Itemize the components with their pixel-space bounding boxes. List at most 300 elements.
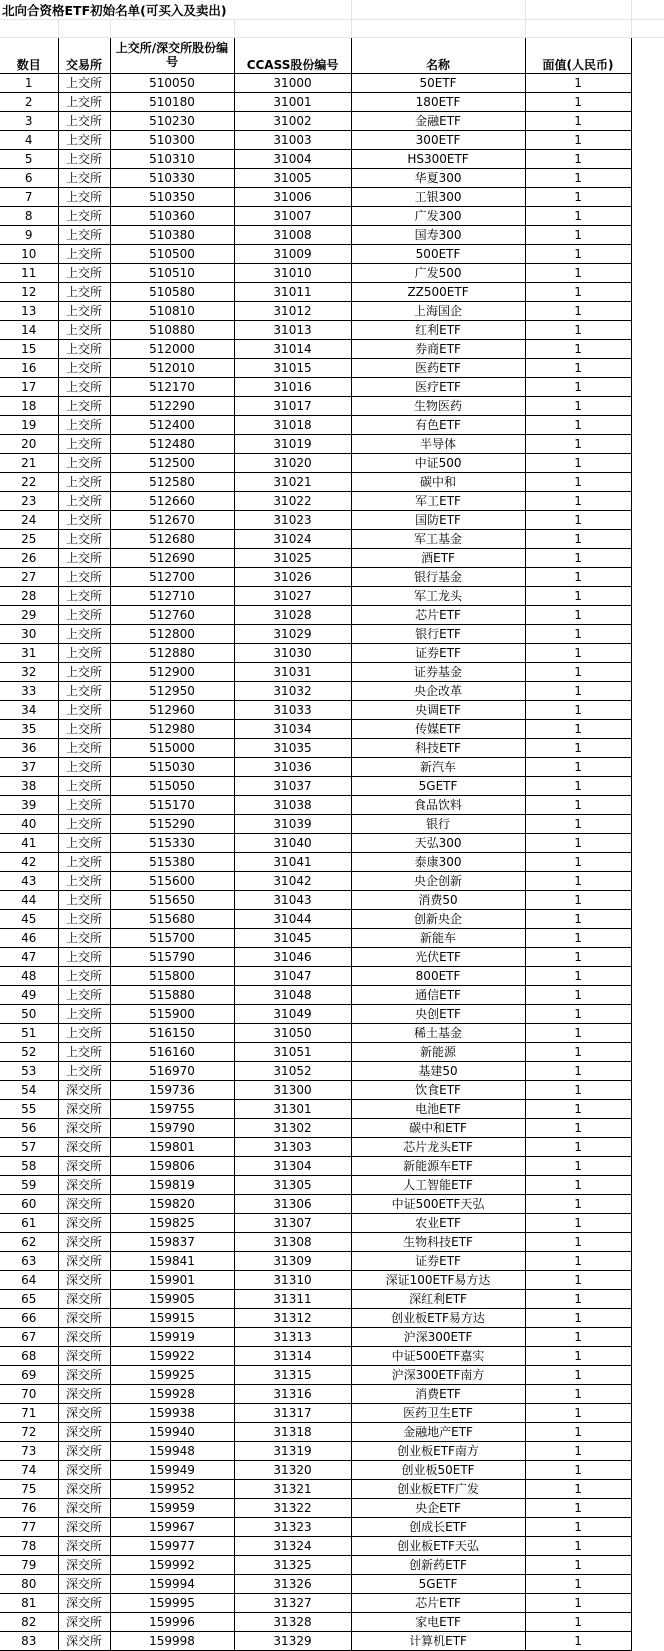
cell-par[interactable]: 1 — [525, 815, 631, 834]
empty-cell[interactable] — [631, 1309, 664, 1328]
empty-cell[interactable] — [631, 1081, 664, 1100]
cell-code[interactable]: 515600 — [110, 872, 234, 891]
cell-name[interactable]: 军工ETF — [351, 492, 525, 511]
cell-par[interactable]: 1 — [525, 1119, 631, 1138]
cell-code[interactable]: 512660 — [110, 492, 234, 511]
cell-name[interactable]: 180ETF — [351, 93, 525, 112]
cell-ccass[interactable]: 31319 — [234, 1442, 351, 1461]
cell-code[interactable]: 512760 — [110, 606, 234, 625]
cell-ccass[interactable]: 31306 — [234, 1195, 351, 1214]
cell-exchange[interactable]: 上交所 — [58, 967, 110, 986]
cell-no[interactable]: 49 — [0, 986, 58, 1005]
cell-exchange[interactable]: 上交所 — [58, 1062, 110, 1081]
cell-par[interactable]: 1 — [525, 986, 631, 1005]
cell-par[interactable]: 1 — [525, 1271, 631, 1290]
cell-ccass[interactable]: 31327 — [234, 1594, 351, 1613]
cell-name[interactable]: 国寿300 — [351, 226, 525, 245]
cell-ccass[interactable]: 31037 — [234, 777, 351, 796]
cell-ccass[interactable]: 31043 — [234, 891, 351, 910]
cell-no[interactable]: 39 — [0, 796, 58, 815]
cell-no[interactable]: 50 — [0, 1005, 58, 1024]
cell-exchange[interactable]: 深交所 — [58, 1632, 110, 1651]
cell-exchange[interactable]: 上交所 — [58, 663, 110, 682]
cell-ccass[interactable]: 31308 — [234, 1233, 351, 1252]
empty-cell[interactable] — [234, 20, 351, 38]
cell-code[interactable]: 510350 — [110, 188, 234, 207]
empty-cell[interactable] — [631, 1385, 664, 1404]
cell-ccass[interactable]: 31328 — [234, 1613, 351, 1632]
empty-cell[interactable] — [0, 20, 58, 38]
empty-cell[interactable] — [631, 492, 664, 511]
cell-name[interactable]: 深证100ETF易方达 — [351, 1271, 525, 1290]
cell-name[interactable]: 央调ETF — [351, 701, 525, 720]
cell-ccass[interactable]: 31027 — [234, 587, 351, 606]
cell-ccass[interactable]: 31001 — [234, 93, 351, 112]
cell-ccass[interactable]: 31313 — [234, 1328, 351, 1347]
cell-no[interactable]: 83 — [0, 1632, 58, 1651]
cell-ccass[interactable]: 31044 — [234, 910, 351, 929]
cell-name[interactable]: 创业板ETF南方 — [351, 1442, 525, 1461]
cell-no[interactable]: 31 — [0, 644, 58, 663]
cell-no[interactable]: 79 — [0, 1556, 58, 1575]
cell-ccass[interactable]: 31021 — [234, 473, 351, 492]
cell-no[interactable]: 7 — [0, 188, 58, 207]
cell-par[interactable]: 1 — [525, 948, 631, 967]
empty-cell[interactable] — [631, 1271, 664, 1290]
cell-name[interactable]: 消费50 — [351, 891, 525, 910]
cell-code[interactable]: 159948 — [110, 1442, 234, 1461]
cell-code[interactable]: 515000 — [110, 739, 234, 758]
cell-par[interactable]: 1 — [525, 302, 631, 321]
cell-no[interactable]: 72 — [0, 1423, 58, 1442]
cell-ccass[interactable]: 31049 — [234, 1005, 351, 1024]
cell-ccass[interactable]: 31326 — [234, 1575, 351, 1594]
cell-code[interactable]: 159949 — [110, 1461, 234, 1480]
cell-ccass[interactable]: 31016 — [234, 378, 351, 397]
cell-no[interactable]: 5 — [0, 150, 58, 169]
cell-exchange[interactable]: 上交所 — [58, 1043, 110, 1062]
cell-par[interactable]: 1 — [525, 473, 631, 492]
cell-exchange[interactable]: 深交所 — [58, 1461, 110, 1480]
empty-cell[interactable] — [631, 473, 664, 492]
empty-cell[interactable] — [631, 1119, 664, 1138]
empty-cell[interactable] — [631, 150, 664, 169]
cell-name[interactable]: 中证500ETF嘉实 — [351, 1347, 525, 1366]
cell-par[interactable]: 1 — [525, 967, 631, 986]
empty-cell[interactable] — [631, 625, 664, 644]
cell-no[interactable]: 55 — [0, 1100, 58, 1119]
empty-cell[interactable] — [631, 1499, 664, 1518]
cell-ccass[interactable]: 31305 — [234, 1176, 351, 1195]
cell-name[interactable]: 人工智能ETF — [351, 1176, 525, 1195]
cell-name[interactable]: 华夏300 — [351, 169, 525, 188]
cell-no[interactable]: 21 — [0, 454, 58, 473]
cell-exchange[interactable]: 上交所 — [58, 796, 110, 815]
cell-exchange[interactable]: 上交所 — [58, 568, 110, 587]
cell-par[interactable]: 1 — [525, 568, 631, 587]
cell-par[interactable]: 1 — [525, 150, 631, 169]
cell-par[interactable]: 1 — [525, 435, 631, 454]
cell-code[interactable]: 512690 — [110, 549, 234, 568]
cell-exchange[interactable]: 上交所 — [58, 549, 110, 568]
cell-ccass[interactable]: 31019 — [234, 435, 351, 454]
cell-name[interactable]: 银行基金 — [351, 568, 525, 587]
cell-name[interactable]: 芯片ETF — [351, 1594, 525, 1613]
cell-par[interactable]: 1 — [525, 188, 631, 207]
cell-ccass[interactable]: 31014 — [234, 340, 351, 359]
empty-cell[interactable] — [631, 38, 664, 74]
cell-code[interactable]: 510230 — [110, 112, 234, 131]
cell-ccass[interactable]: 31048 — [234, 986, 351, 1005]
cell-code[interactable]: 510580 — [110, 283, 234, 302]
cell-code[interactable]: 516160 — [110, 1043, 234, 1062]
cell-par[interactable]: 1 — [525, 1328, 631, 1347]
empty-cell[interactable] — [631, 207, 664, 226]
cell-name[interactable]: 5GETF — [351, 1575, 525, 1594]
empty-cell[interactable] — [631, 1214, 664, 1233]
cell-no[interactable]: 27 — [0, 568, 58, 587]
cell-name[interactable]: 800ETF — [351, 967, 525, 986]
cell-code[interactable]: 159841 — [110, 1252, 234, 1271]
cell-par[interactable]: 1 — [525, 321, 631, 340]
cell-name[interactable]: HS300ETF — [351, 150, 525, 169]
cell-exchange[interactable]: 上交所 — [58, 473, 110, 492]
cell-ccass[interactable]: 31024 — [234, 530, 351, 549]
cell-par[interactable]: 1 — [525, 1404, 631, 1423]
empty-cell[interactable] — [631, 131, 664, 150]
cell-no[interactable]: 41 — [0, 834, 58, 853]
cell-ccass[interactable]: 31314 — [234, 1347, 351, 1366]
cell-no[interactable]: 37 — [0, 758, 58, 777]
cell-exchange[interactable]: 上交所 — [58, 245, 110, 264]
cell-no[interactable]: 12 — [0, 283, 58, 302]
cell-no[interactable]: 20 — [0, 435, 58, 454]
cell-par[interactable]: 1 — [525, 245, 631, 264]
cell-ccass[interactable]: 31030 — [234, 644, 351, 663]
cell-no[interactable]: 47 — [0, 948, 58, 967]
empty-cell[interactable] — [631, 891, 664, 910]
cell-name[interactable]: 银行 — [351, 815, 525, 834]
cell-no[interactable]: 78 — [0, 1537, 58, 1556]
cell-exchange[interactable]: 深交所 — [58, 1575, 110, 1594]
cell-no[interactable]: 63 — [0, 1252, 58, 1271]
empty-cell[interactable] — [631, 606, 664, 625]
cell-no[interactable]: 2 — [0, 93, 58, 112]
cell-exchange[interactable]: 上交所 — [58, 777, 110, 796]
cell-exchange[interactable]: 深交所 — [58, 1100, 110, 1119]
cell-exchange[interactable]: 深交所 — [58, 1423, 110, 1442]
cell-par[interactable]: 1 — [525, 663, 631, 682]
cell-name[interactable]: 通信ETF — [351, 986, 525, 1005]
cell-code[interactable]: 512980 — [110, 720, 234, 739]
cell-no[interactable]: 82 — [0, 1613, 58, 1632]
cell-par[interactable]: 1 — [525, 625, 631, 644]
empty-cell[interactable] — [631, 1252, 664, 1271]
cell-no[interactable]: 68 — [0, 1347, 58, 1366]
cell-name[interactable]: 创业板ETF天弘 — [351, 1537, 525, 1556]
cell-ccass[interactable]: 31321 — [234, 1480, 351, 1499]
cell-exchange[interactable]: 上交所 — [58, 435, 110, 454]
cell-exchange[interactable]: 上交所 — [58, 492, 110, 511]
empty-cell[interactable] — [631, 853, 664, 872]
cell-ccass[interactable]: 31005 — [234, 169, 351, 188]
cell-ccass[interactable]: 31051 — [234, 1043, 351, 1062]
cell-exchange[interactable]: 上交所 — [58, 815, 110, 834]
cell-code[interactable]: 515900 — [110, 1005, 234, 1024]
header-code[interactable]: 上交所/深交所股份编号 — [110, 38, 234, 74]
cell-ccass[interactable]: 31302 — [234, 1119, 351, 1138]
cell-no[interactable]: 13 — [0, 302, 58, 321]
empty-cell[interactable] — [631, 1062, 664, 1081]
cell-ccass[interactable]: 31329 — [234, 1632, 351, 1651]
cell-par[interactable]: 1 — [525, 682, 631, 701]
cell-code[interactable]: 515030 — [110, 758, 234, 777]
cell-name[interactable]: 证券ETF — [351, 1252, 525, 1271]
cell-code[interactable]: 159992 — [110, 1556, 234, 1575]
cell-code[interactable]: 515380 — [110, 853, 234, 872]
empty-cell[interactable] — [631, 112, 664, 131]
cell-par[interactable]: 1 — [525, 530, 631, 549]
cell-name[interactable]: 50ETF — [351, 74, 525, 93]
cell-ccass[interactable]: 31012 — [234, 302, 351, 321]
empty-cell[interactable] — [631, 1005, 664, 1024]
cell-name[interactable]: 央企创新 — [351, 872, 525, 891]
cell-par[interactable]: 1 — [525, 1100, 631, 1119]
cell-par[interactable]: 1 — [525, 891, 631, 910]
cell-par[interactable]: 1 — [525, 1537, 631, 1556]
empty-cell[interactable] — [631, 454, 664, 473]
cell-code[interactable]: 512710 — [110, 587, 234, 606]
cell-code[interactable]: 512500 — [110, 454, 234, 473]
cell-exchange[interactable]: 上交所 — [58, 891, 110, 910]
empty-cell[interactable] — [631, 1138, 664, 1157]
cell-name[interactable]: 医疗ETF — [351, 378, 525, 397]
cell-exchange[interactable]: 上交所 — [58, 834, 110, 853]
empty-cell[interactable] — [631, 834, 664, 853]
cell-ccass[interactable]: 31017 — [234, 397, 351, 416]
cell-no[interactable]: 33 — [0, 682, 58, 701]
cell-no[interactable]: 73 — [0, 1442, 58, 1461]
cell-exchange[interactable]: 深交所 — [58, 1518, 110, 1537]
cell-ccass[interactable]: 31035 — [234, 739, 351, 758]
cell-name[interactable]: ZZ500ETF — [351, 283, 525, 302]
cell-ccass[interactable]: 31045 — [234, 929, 351, 948]
cell-no[interactable]: 48 — [0, 967, 58, 986]
cell-code[interactable]: 510360 — [110, 207, 234, 226]
cell-ccass[interactable]: 31315 — [234, 1366, 351, 1385]
cell-par[interactable]: 1 — [525, 1176, 631, 1195]
cell-code[interactable]: 159967 — [110, 1518, 234, 1537]
cell-code[interactable]: 510500 — [110, 245, 234, 264]
cell-ccass[interactable]: 31047 — [234, 967, 351, 986]
cell-name[interactable]: 稀土基金 — [351, 1024, 525, 1043]
cell-name[interactable]: 央企改革 — [351, 682, 525, 701]
cell-no[interactable]: 29 — [0, 606, 58, 625]
cell-par[interactable]: 1 — [525, 872, 631, 891]
cell-exchange[interactable]: 上交所 — [58, 207, 110, 226]
cell-ccass[interactable]: 31311 — [234, 1290, 351, 1309]
cell-code[interactable]: 515170 — [110, 796, 234, 815]
empty-cell[interactable] — [631, 1632, 664, 1651]
cell-name[interactable]: 广发500 — [351, 264, 525, 283]
empty-cell[interactable] — [631, 169, 664, 188]
cell-par[interactable]: 1 — [525, 910, 631, 929]
cell-no[interactable]: 17 — [0, 378, 58, 397]
cell-ccass[interactable]: 31018 — [234, 416, 351, 435]
empty-cell[interactable] — [631, 568, 664, 587]
cell-par[interactable]: 1 — [525, 226, 631, 245]
cell-name[interactable]: 红利ETF — [351, 321, 525, 340]
cell-code[interactable]: 159901 — [110, 1271, 234, 1290]
cell-name[interactable]: 券商ETF — [351, 340, 525, 359]
cell-name[interactable]: 基建50 — [351, 1062, 525, 1081]
empty-cell[interactable] — [631, 302, 664, 321]
cell-code[interactable]: 159940 — [110, 1423, 234, 1442]
empty-cell[interactable] — [631, 378, 664, 397]
cell-par[interactable]: 1 — [525, 1024, 631, 1043]
cell-ccass[interactable]: 31023 — [234, 511, 351, 530]
empty-cell[interactable] — [631, 1423, 664, 1442]
cell-name[interactable]: 金融地产ETF — [351, 1423, 525, 1442]
cell-code[interactable]: 512950 — [110, 682, 234, 701]
cell-no[interactable]: 43 — [0, 872, 58, 891]
empty-cell[interactable] — [631, 1366, 664, 1385]
cell-no[interactable]: 64 — [0, 1271, 58, 1290]
empty-cell[interactable] — [631, 416, 664, 435]
cell-name[interactable]: 科技ETF — [351, 739, 525, 758]
cell-no[interactable]: 67 — [0, 1328, 58, 1347]
cell-exchange[interactable]: 深交所 — [58, 1442, 110, 1461]
cell-par[interactable]: 1 — [525, 283, 631, 302]
cell-exchange[interactable]: 深交所 — [58, 1195, 110, 1214]
cell-exchange[interactable]: 上交所 — [58, 131, 110, 150]
cell-code[interactable]: 510510 — [110, 264, 234, 283]
cell-ccass[interactable]: 31307 — [234, 1214, 351, 1233]
cell-exchange[interactable]: 深交所 — [58, 1594, 110, 1613]
cell-code[interactable]: 159998 — [110, 1632, 234, 1651]
cell-code[interactable]: 512580 — [110, 473, 234, 492]
cell-no[interactable]: 38 — [0, 777, 58, 796]
cell-name[interactable]: 碳中和ETF — [351, 1119, 525, 1138]
cell-par[interactable]: 1 — [525, 720, 631, 739]
cell-par[interactable]: 1 — [525, 74, 631, 93]
cell-par[interactable]: 1 — [525, 1518, 631, 1537]
empty-cell[interactable] — [631, 758, 664, 777]
cell-par[interactable]: 1 — [525, 777, 631, 796]
cell-ccass[interactable]: 31009 — [234, 245, 351, 264]
cell-ccass[interactable]: 31013 — [234, 321, 351, 340]
cell-code[interactable]: 512700 — [110, 568, 234, 587]
cell-code[interactable]: 515680 — [110, 910, 234, 929]
cell-ccass[interactable]: 31022 — [234, 492, 351, 511]
cell-ccass[interactable]: 31038 — [234, 796, 351, 815]
cell-code[interactable]: 159755 — [110, 1100, 234, 1119]
cell-exchange[interactable]: 上交所 — [58, 720, 110, 739]
cell-name[interactable]: 央企ETF — [351, 1499, 525, 1518]
cell-exchange[interactable]: 上交所 — [58, 397, 110, 416]
cell-par[interactable]: 1 — [525, 929, 631, 948]
cell-code[interactable]: 159919 — [110, 1328, 234, 1347]
cell-exchange[interactable]: 深交所 — [58, 1157, 110, 1176]
cell-no[interactable]: 58 — [0, 1157, 58, 1176]
cell-name[interactable]: 芯片ETF — [351, 606, 525, 625]
header-exchange[interactable]: 交易所 — [58, 38, 110, 74]
cell-par[interactable]: 1 — [525, 1062, 631, 1081]
cell-par[interactable]: 1 — [525, 511, 631, 530]
cell-par[interactable]: 1 — [525, 492, 631, 511]
cell-par[interactable]: 1 — [525, 739, 631, 758]
cell-code[interactable]: 159959 — [110, 1499, 234, 1518]
cell-no[interactable]: 59 — [0, 1176, 58, 1195]
empty-cell[interactable] — [351, 0, 525, 20]
cell-ccass[interactable]: 31039 — [234, 815, 351, 834]
cell-code[interactable]: 159801 — [110, 1138, 234, 1157]
cell-no[interactable]: 9 — [0, 226, 58, 245]
empty-cell[interactable] — [631, 986, 664, 1005]
cell-code[interactable]: 512000 — [110, 340, 234, 359]
cell-par[interactable]: 1 — [525, 549, 631, 568]
cell-code[interactable]: 159905 — [110, 1290, 234, 1309]
empty-cell[interactable] — [631, 1537, 664, 1556]
cell-no[interactable]: 32 — [0, 663, 58, 682]
cell-exchange[interactable]: 深交所 — [58, 1499, 110, 1518]
empty-cell[interactable] — [631, 340, 664, 359]
cell-ccass[interactable]: 31020 — [234, 454, 351, 473]
empty-cell[interactable] — [631, 1233, 664, 1252]
cell-name[interactable]: 创业板ETF易方达 — [351, 1309, 525, 1328]
cell-par[interactable]: 1 — [525, 1290, 631, 1309]
cell-no[interactable]: 34 — [0, 701, 58, 720]
cell-ccass[interactable]: 31002 — [234, 112, 351, 131]
cell-par[interactable]: 1 — [525, 1499, 631, 1518]
empty-cell[interactable] — [631, 815, 664, 834]
cell-code[interactable]: 512010 — [110, 359, 234, 378]
cell-exchange[interactable]: 上交所 — [58, 416, 110, 435]
cell-par[interactable]: 1 — [525, 359, 631, 378]
cell-code[interactable]: 515650 — [110, 891, 234, 910]
cell-par[interactable]: 1 — [525, 454, 631, 473]
cell-name[interactable]: 有色ETF — [351, 416, 525, 435]
cell-name[interactable]: 创成长ETF — [351, 1518, 525, 1537]
cell-par[interactable]: 1 — [525, 1423, 631, 1442]
cell-exchange[interactable]: 上交所 — [58, 853, 110, 872]
header-name[interactable]: 名称 — [351, 38, 525, 74]
cell-ccass[interactable]: 31010 — [234, 264, 351, 283]
cell-exchange[interactable]: 上交所 — [58, 188, 110, 207]
empty-cell[interactable] — [631, 188, 664, 207]
cell-code[interactable]: 515790 — [110, 948, 234, 967]
cell-exchange[interactable]: 深交所 — [58, 1176, 110, 1195]
cell-code[interactable]: 512480 — [110, 435, 234, 454]
cell-no[interactable]: 25 — [0, 530, 58, 549]
cell-name[interactable]: 天弘300 — [351, 834, 525, 853]
empty-cell[interactable] — [631, 435, 664, 454]
cell-name[interactable]: 证券ETF — [351, 644, 525, 663]
cell-par[interactable]: 1 — [525, 758, 631, 777]
cell-code[interactable]: 159977 — [110, 1537, 234, 1556]
cell-exchange[interactable]: 上交所 — [58, 948, 110, 967]
cell-exchange[interactable]: 深交所 — [58, 1613, 110, 1632]
cell-exchange[interactable]: 深交所 — [58, 1347, 110, 1366]
cell-code[interactable]: 510050 — [110, 74, 234, 93]
cell-ccass[interactable]: 31015 — [234, 359, 351, 378]
cell-ccass[interactable]: 31300 — [234, 1081, 351, 1100]
empty-cell[interactable] — [631, 226, 664, 245]
cell-code[interactable]: 515330 — [110, 834, 234, 853]
cell-no[interactable]: 11 — [0, 264, 58, 283]
cell-ccass[interactable]: 31301 — [234, 1100, 351, 1119]
cell-name[interactable]: 证券基金 — [351, 663, 525, 682]
